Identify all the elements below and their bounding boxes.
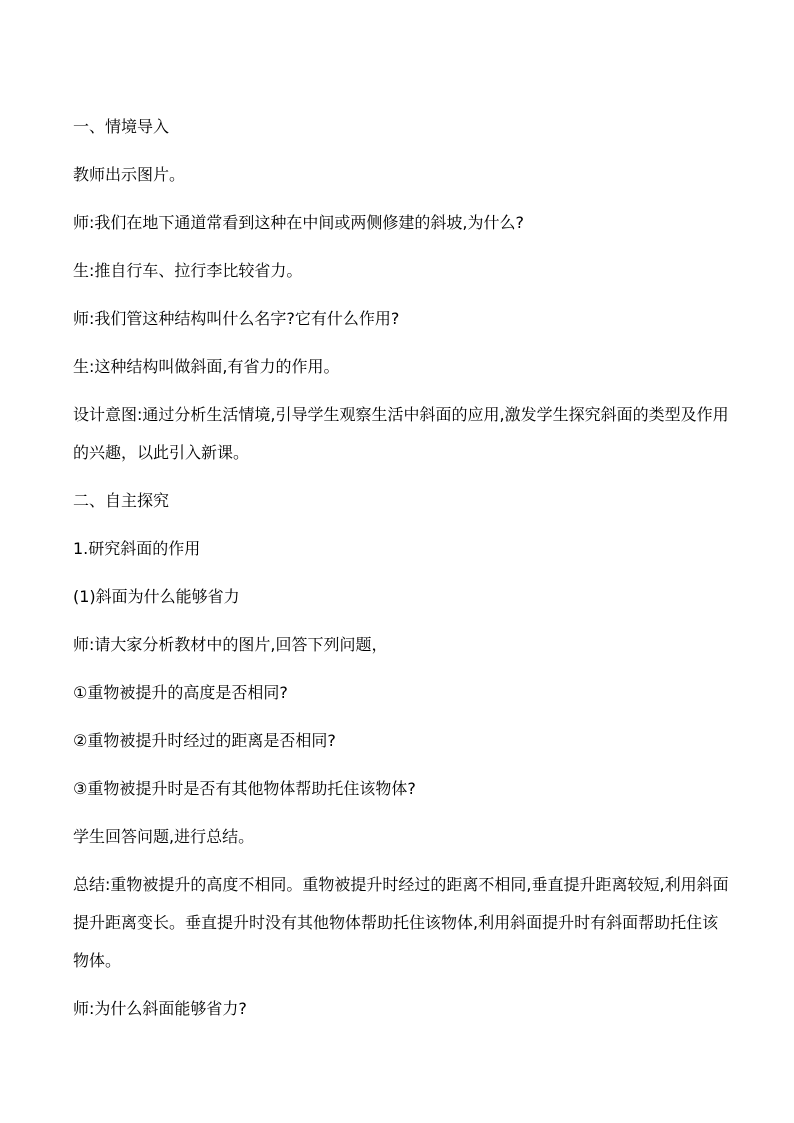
- summary-paragraph: 总结:重物被提升的高度不相同。重物被提升时经过的距离不相同,垂直提升距离较短,利用斜面提升距离变长。垂直提升时没有其他物体帮助托住该物体,利用斜面提升时有斜面帮助托住该物体。: [73, 875, 729, 970]
- question-item: ②重物被提升时经过的距离是否相同?: [73, 731, 336, 750]
- paragraph: 学生回答问题,进行总结。: [73, 827, 255, 846]
- section-heading-1: 一、情境导入: [73, 117, 170, 136]
- paragraph: 师:我们管这种结构叫什么名字?它有什么作用?: [73, 309, 400, 328]
- subheading: 1.研究斜面的作用: [73, 539, 201, 558]
- paragraph: 师:请大家分析教材中的图片,回答下列问题，: [73, 635, 388, 654]
- subheading: (1)斜面为什么能够省力: [73, 587, 240, 606]
- question-item: ①重物被提升的高度是否相同?: [73, 683, 288, 702]
- paragraph: 生:推自行车、拉行李比较省力。: [73, 261, 303, 280]
- paragraph: 教师出示图片。: [73, 165, 186, 184]
- section-heading-2: 二、自主探究: [73, 491, 170, 510]
- paragraph: 师:为什么斜面能够省力?: [73, 999, 247, 1018]
- document-page: [73, 108, 733, 1038]
- paragraph: 生:这种结构叫做斜面,有省力的作用。: [73, 357, 340, 376]
- question-item: ③重物被提升时是否有其他物体帮助托住该物体?: [73, 779, 416, 798]
- paragraph: 师:我们在地下通道常看到这种在中间或两侧修建的斜坡,为什么?: [73, 213, 524, 232]
- design-intent-paragraph: 设计意图:通过分析生活情境,引导学生观察生活中斜面的应用,激发学生探究斜面的类型及作用的兴趣，以此引入新课。: [73, 405, 729, 462]
